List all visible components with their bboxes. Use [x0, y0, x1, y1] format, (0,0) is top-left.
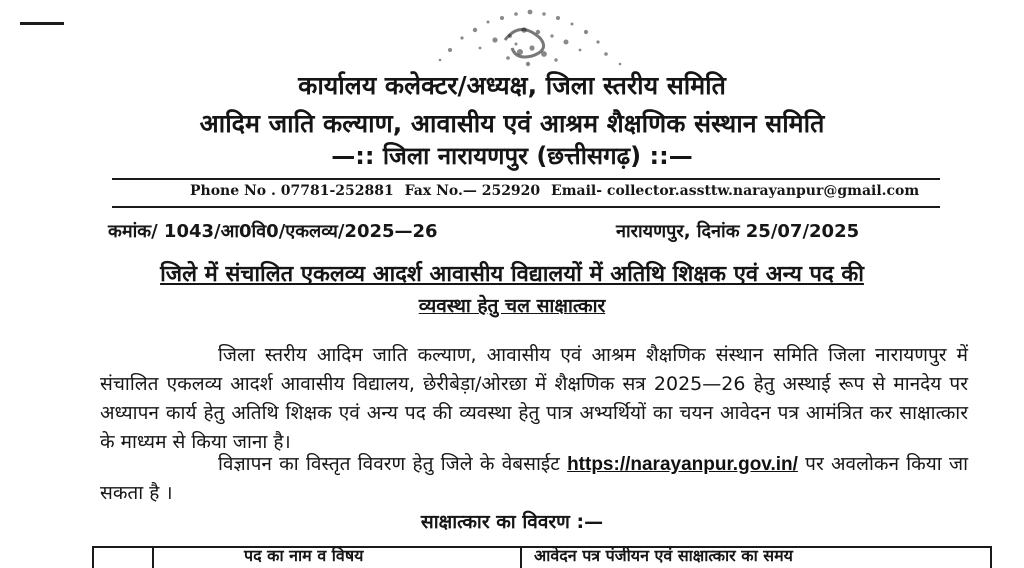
corner-mark: [20, 22, 64, 25]
interview-details-table: [92, 546, 992, 568]
committee-heading: आदिम जाति कल्याण, आवासीय एवं आश्रम शैक्षणिक संस्थान समिति: [199, 109, 825, 138]
body-paragraph-2: [100, 450, 968, 508]
email-address: Email- collector.assttw.narayanpur@gmail.com: [551, 183, 920, 199]
contact-rule-bottom: [112, 206, 940, 208]
table-column-divider: [520, 548, 522, 568]
paragraph-text: [100, 450, 968, 508]
phone-number: Phone No . 07781-252881: [190, 183, 394, 199]
contact-line: [190, 183, 925, 199]
table-column-divider: [152, 548, 154, 568]
body-paragraph-1: [100, 341, 968, 457]
office-heading: कार्यालय कलेक्टर/अध्यक्ष, जिला स्तरीय समिति: [298, 71, 726, 100]
table-header-post: पद का नाम व विषय: [244, 546, 364, 565]
fax-number: Fax No.— 252920: [404, 183, 541, 199]
contact-rule-top: [112, 178, 940, 180]
district-heading: —:: जिला नारायणपुर (छत्तीसगढ़) ::—: [331, 142, 693, 170]
notice-title-line2: व्यवस्था हेतु चल साक्षात्कार: [418, 295, 606, 317]
paragraph-text: जिला स्तरीय आदिम जाति कल्याण, आवासीय एवं आश्रम शैक्षणिक संस्थान समिति जिला नारायणपुर में संचालित एकलव्य आदर्श आवासीय विद्यालय, छेरीबेड़ा/ओरछा में शैक्षणिक सत्र 2025—26 हेतु अस्थाई रूप से मानदेय पर अध्यापन कार्य हेतु अतिथि शिक्षक एवं अन्य पद की व्यवस्था हेतु पात्र अभ्यर्थियों का चयन आवेदन पत्र आमंत्रित कर साक्षात्कार के माध्यम से किया जाना है।: [100, 344, 968, 453]
table-header-schedule: आवेदन पत्र पंजीयन एवं साक्षात्कार का समय: [534, 546, 793, 565]
website-link[interactable]: https://narayanpur.gov.in/: [567, 454, 798, 475]
paragraph-text-before-link: विज्ञापन का विस्तृत विवरण हेतु जिले के वेबसाईट: [218, 453, 560, 475]
place-date: नारायणपुर, दिनांक 25/07/2025: [616, 221, 860, 242]
notice-title-line1: जिले में संचालित एकलव्य आदर्श आवासीय विद्यालयों में अतिथि शिक्षक एवं अन्य पद की: [160, 262, 864, 287]
interview-details-heading: साक्षात्कार का विवरण :—: [420, 511, 604, 533]
reference-number: कमांक/ 1043/आ0वि0/एकलव्य/2025—26: [108, 221, 438, 242]
paragraph-text-after-link: पर अवलोकन किया जा सकता है ।: [100, 453, 968, 504]
